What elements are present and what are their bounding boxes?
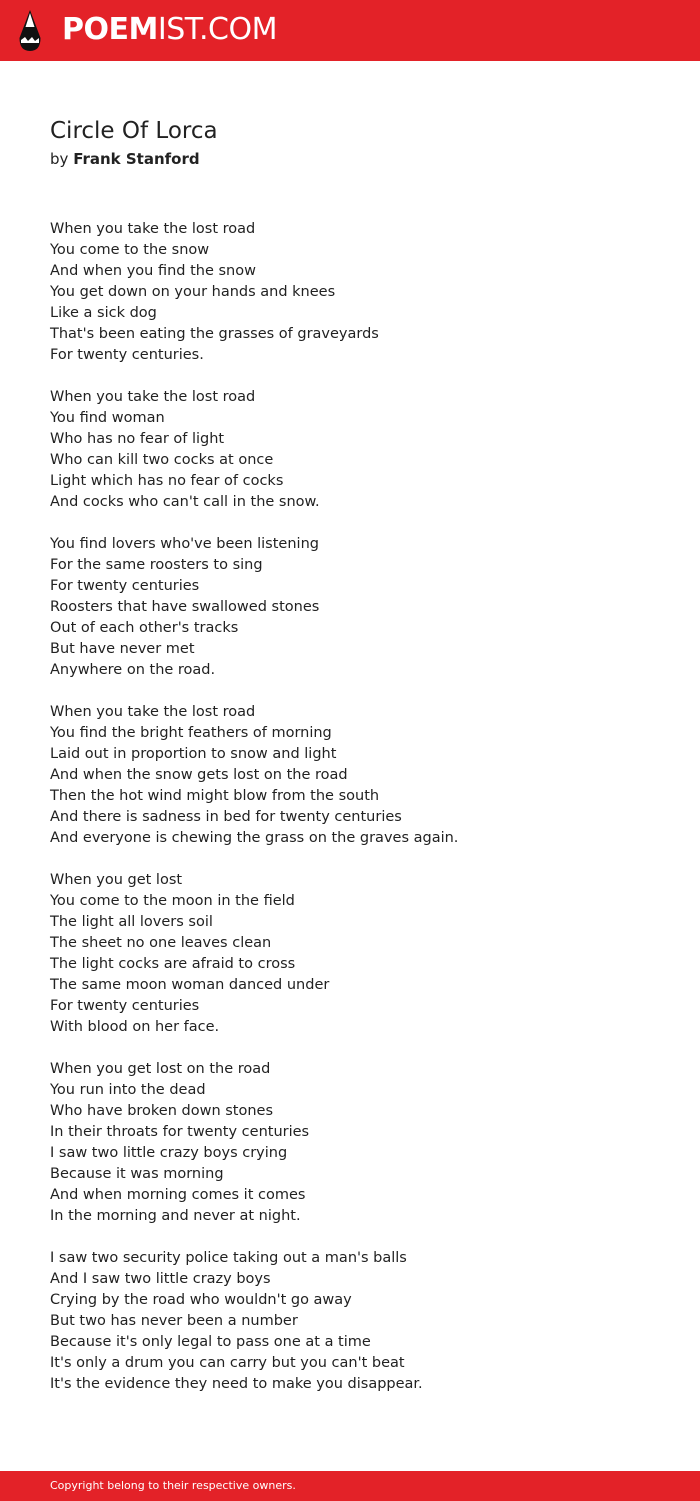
- poem-line: Out of each other's tracks: [50, 620, 239, 636]
- poem-stanza: [50, 702, 670, 849]
- poem-line: Because it was morning: [50, 1166, 224, 1182]
- poem-line: You come to the moon in the field: [50, 893, 295, 909]
- poem-line: It's the evidence they need to make you disappear.: [50, 1376, 423, 1392]
- poem-line: And when the snow gets lost on the road: [50, 767, 348, 783]
- poem-line: You run into the dead: [50, 1082, 206, 1098]
- poem-line: Because it's only legal to pass one at a time: [50, 1334, 371, 1350]
- poem-stanza: [50, 534, 670, 681]
- poem-line: The light all lovers soil: [50, 914, 213, 930]
- poem-stanza: [50, 219, 670, 366]
- poem-body: [50, 219, 670, 1416]
- poem-line: And everyone is chewing the grass on the graves again.: [50, 830, 459, 846]
- poem-line: I saw two security police taking out a man's balls: [50, 1250, 407, 1266]
- poem-line: I saw two little crazy boys crying: [50, 1145, 288, 1161]
- poem-line: Roosters that have swallowed stones: [50, 599, 320, 615]
- poem-line: Anywhere on the road.: [50, 662, 216, 678]
- poem-line: For twenty centuries: [50, 578, 200, 594]
- poem-line: But have never met: [50, 641, 195, 657]
- poem-line: In their throats for twenty centuries: [50, 1124, 310, 1140]
- poem-author: Frank Stanford: [73, 150, 200, 168]
- poem-line: With blood on her face.: [50, 1019, 220, 1035]
- by-label: by: [50, 150, 69, 168]
- site-logo-link[interactable]: [62, 12, 277, 48]
- poem-stanza: [50, 870, 670, 1038]
- poem-stanza: [50, 387, 670, 513]
- poem-line: Laid out in proportion to snow and light: [50, 746, 337, 762]
- site-footer: [0, 1471, 700, 1501]
- site-header: [0, 0, 700, 61]
- poem-line: When you take the lost road: [50, 389, 256, 405]
- poem-line: And when morning comes it comes: [50, 1187, 306, 1203]
- poem-line: You get down on your hands and knees: [50, 284, 336, 300]
- poem-title: Circle Of Lorca: [50, 118, 218, 144]
- poem-line: But two has never been a number: [50, 1313, 298, 1329]
- logo-light-text: IST.COM: [157, 12, 277, 47]
- poem-stanza: [50, 1248, 670, 1395]
- poem-byline: [50, 149, 200, 169]
- poem-line: You find the bright feathers of morning: [50, 725, 332, 741]
- poem-line: And there is sadness in bed for twenty centuries: [50, 809, 402, 825]
- poem-line: It's only a drum you can carry but you can't beat: [50, 1355, 405, 1371]
- poem-line: Light which has no fear of cocks: [50, 473, 284, 489]
- poem-line: When you take the lost road: [50, 704, 256, 720]
- logo-bold-text: POEM: [62, 12, 158, 47]
- poem-line: Like a sick dog: [50, 305, 157, 321]
- poem-line: When you take the lost road: [50, 221, 256, 237]
- poem-stanza: [50, 1059, 670, 1227]
- poem-line: The sheet no one leaves clean: [50, 935, 272, 951]
- poem-line: In the morning and never at night.: [50, 1208, 301, 1224]
- poem-line: Who have broken down stones: [50, 1103, 274, 1119]
- poem-line: The light cocks are afraid to cross: [50, 956, 296, 972]
- poem-line: Who can kill two cocks at once: [50, 452, 274, 468]
- copyright-text: Copyright belong to their respective owners.: [50, 1479, 296, 1492]
- poem-line: Who has no fear of light: [50, 431, 225, 447]
- poem-line: Then the hot wind might blow from the south: [50, 788, 380, 804]
- poem-line: You find lovers who've been listening: [50, 536, 319, 552]
- poem-line: That's been eating the grasses of graveyards: [50, 326, 379, 342]
- poem-line: For the same roosters to sing: [50, 557, 263, 573]
- poem-line: Crying by the road who wouldn't go away: [50, 1292, 352, 1308]
- poem-line: And I saw two little crazy boys: [50, 1271, 271, 1287]
- poem-line: For twenty centuries: [50, 998, 200, 1014]
- poem-line: You find woman: [50, 410, 165, 426]
- poem-line: When you get lost: [50, 872, 183, 888]
- poem-line: And cocks who can't call in the snow.: [50, 494, 320, 510]
- poem-line: And when you find the snow: [50, 263, 256, 279]
- pencil-tip-icon[interactable]: [19, 10, 41, 51]
- poem-line: For twenty centuries.: [50, 347, 204, 363]
- poem-line: You come to the snow: [50, 242, 210, 258]
- poem-line: When you get lost on the road: [50, 1061, 271, 1077]
- poem-line: The same moon woman danced under: [50, 977, 330, 993]
